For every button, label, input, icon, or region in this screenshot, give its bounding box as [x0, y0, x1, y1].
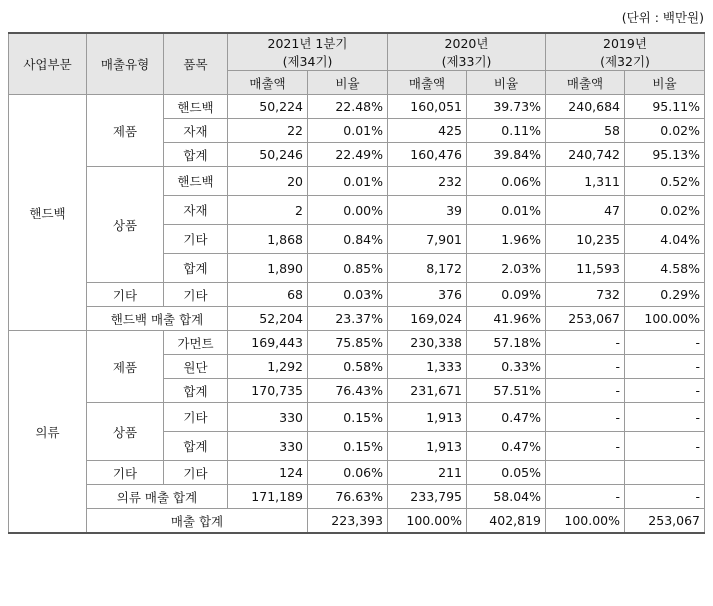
- value-cell: -: [546, 485, 625, 509]
- value-cell: 58.04%: [467, 485, 546, 509]
- value-cell: 47: [546, 196, 625, 225]
- value-cell: 76.43%: [308, 379, 388, 403]
- type-goods: 상품: [87, 403, 164, 461]
- value-cell: 171,189: [228, 485, 308, 509]
- table-row: [9, 331, 705, 355]
- value-cell: 20: [228, 167, 308, 196]
- value-cell: 240,684: [546, 95, 625, 119]
- table-row: [9, 167, 705, 196]
- value-cell: -: [546, 379, 625, 403]
- value-cell: 0.01%: [308, 119, 388, 143]
- value-cell: -: [625, 403, 705, 432]
- handbag-total-label: 핸드백 매출 합계: [87, 307, 228, 331]
- item-cell: 합계: [164, 254, 228, 283]
- value-cell: 0.15%: [308, 403, 388, 432]
- value-cell: 0.01%: [308, 167, 388, 196]
- value-cell: 211: [388, 461, 467, 485]
- grand-total-label: 매출 합계: [87, 509, 308, 534]
- clothing-total-label: 의류 매출 합계: [87, 485, 228, 509]
- header-segment: 사업부문: [9, 33, 87, 95]
- value-cell: 39.73%: [467, 95, 546, 119]
- value-cell: -: [625, 379, 705, 403]
- value-cell: 0.02%: [625, 196, 705, 225]
- value-cell: 253,067: [546, 307, 625, 331]
- value-cell: 0.33%: [467, 355, 546, 379]
- value-cell: -: [546, 432, 625, 461]
- header-ratio: 비율: [625, 71, 705, 95]
- value-cell: 169,024: [388, 307, 467, 331]
- value-cell: -: [546, 403, 625, 432]
- value-cell: 50,224: [228, 95, 308, 119]
- value-cell: 100.00%: [388, 509, 467, 534]
- value-cell: 1.96%: [467, 225, 546, 254]
- item-cell: 원단: [164, 355, 228, 379]
- value-cell: 233,795: [388, 485, 467, 509]
- type-etc: 기타: [87, 461, 164, 485]
- unit-label: (단위 : 백만원): [621, 10, 704, 25]
- value-cell: 330: [228, 403, 308, 432]
- value-cell: 232: [388, 167, 467, 196]
- item-cell: 기타: [164, 283, 228, 307]
- value-cell: 22.49%: [308, 143, 388, 167]
- type-goods: 상품: [87, 167, 164, 283]
- value-cell: 0.09%: [467, 283, 546, 307]
- table-row: [9, 461, 705, 485]
- item-cell: 기타: [164, 403, 228, 432]
- value-cell: 0.02%: [625, 119, 705, 143]
- table-row: [9, 403, 705, 432]
- table-row: [9, 95, 705, 119]
- value-cell: 169,443: [228, 331, 308, 355]
- type-product: 제품: [87, 95, 164, 167]
- value-cell: 0.03%: [308, 283, 388, 307]
- value-cell: 0.01%: [467, 196, 546, 225]
- header-period-3: 2019년 (제32기): [546, 33, 705, 71]
- value-cell: 41.96%: [467, 307, 546, 331]
- value-cell: 23.37%: [308, 307, 388, 331]
- value-cell: 52,204: [228, 307, 308, 331]
- value-cell: -: [625, 485, 705, 509]
- table-row: [9, 307, 705, 331]
- header-sales: 매출액: [388, 71, 467, 95]
- value-cell: 0.00%: [308, 196, 388, 225]
- value-cell: 2: [228, 196, 308, 225]
- value-cell: 95.13%: [625, 143, 705, 167]
- value-cell: 57.18%: [467, 331, 546, 355]
- value-cell: 0.06%: [467, 167, 546, 196]
- value-cell: 170,735: [228, 379, 308, 403]
- table-row: [9, 283, 705, 307]
- item-cell: 가먼트: [164, 331, 228, 355]
- value-cell: 1,292: [228, 355, 308, 379]
- item-cell: 기타: [164, 225, 228, 254]
- value-cell: 230,338: [388, 331, 467, 355]
- item-cell: 핸드백: [164, 167, 228, 196]
- type-product: 제품: [87, 331, 164, 403]
- value-cell: 0.85%: [308, 254, 388, 283]
- item-cell: 핸드백: [164, 95, 228, 119]
- value-cell: 425: [388, 119, 467, 143]
- value-cell: 0.58%: [308, 355, 388, 379]
- value-cell: 124: [228, 461, 308, 485]
- value-cell: 75.85%: [308, 331, 388, 355]
- value-cell: 0.84%: [308, 225, 388, 254]
- value-cell: 1,890: [228, 254, 308, 283]
- value-cell: 22: [228, 119, 308, 143]
- value-cell: 1,913: [388, 432, 467, 461]
- value-cell: 0.47%: [467, 403, 546, 432]
- value-cell: 76.63%: [308, 485, 388, 509]
- value-cell: 10,235: [546, 225, 625, 254]
- header-sales-type: 매출유형: [87, 33, 164, 95]
- value-cell: [625, 461, 705, 485]
- value-cell: 253,067: [625, 509, 705, 534]
- value-cell: 50,246: [228, 143, 308, 167]
- value-cell: 68: [228, 283, 308, 307]
- value-cell: -: [625, 355, 705, 379]
- item-cell: 기타: [164, 461, 228, 485]
- header-period-1: 2021년 1분기 (제34기): [228, 33, 388, 71]
- value-cell: -: [625, 432, 705, 461]
- item-cell: 합계: [164, 143, 228, 167]
- header-ratio: 비율: [308, 71, 388, 95]
- value-cell: 0.29%: [625, 283, 705, 307]
- value-cell: 0.47%: [467, 432, 546, 461]
- value-cell: 160,051: [388, 95, 467, 119]
- value-cell: 4.04%: [625, 225, 705, 254]
- value-cell: 376: [388, 283, 467, 307]
- value-cell: -: [625, 331, 705, 355]
- table-row: [9, 509, 705, 534]
- value-cell: 39: [388, 196, 467, 225]
- value-cell: 732: [546, 283, 625, 307]
- value-cell: 11,593: [546, 254, 625, 283]
- value-cell: 100.00%: [546, 509, 625, 534]
- item-cell: 합계: [164, 379, 228, 403]
- value-cell: 2.03%: [467, 254, 546, 283]
- value-cell: 95.11%: [625, 95, 705, 119]
- table-row: [9, 485, 705, 509]
- value-cell: 330: [228, 432, 308, 461]
- value-cell: 4.58%: [625, 254, 705, 283]
- value-cell: 22.48%: [308, 95, 388, 119]
- item-cell: 자재: [164, 119, 228, 143]
- value-cell: 1,311: [546, 167, 625, 196]
- value-cell: 223,393: [308, 509, 388, 534]
- header-ratio: 비율: [467, 71, 546, 95]
- header-period-2: 2020년 (제33기): [388, 33, 546, 71]
- header-sales: 매출액: [228, 71, 308, 95]
- value-cell: -: [546, 355, 625, 379]
- value-cell: -: [546, 331, 625, 355]
- item-cell: 합계: [164, 432, 228, 461]
- value-cell: [546, 461, 625, 485]
- value-cell: 39.84%: [467, 143, 546, 167]
- value-cell: 8,172: [388, 254, 467, 283]
- value-cell: 100.00%: [625, 307, 705, 331]
- value-cell: 231,671: [388, 379, 467, 403]
- value-cell: 0.15%: [308, 432, 388, 461]
- header-sales: 매출액: [546, 71, 625, 95]
- value-cell: 58: [546, 119, 625, 143]
- value-cell: 0.06%: [308, 461, 388, 485]
- item-cell: 자재: [164, 196, 228, 225]
- value-cell: 1,333: [388, 355, 467, 379]
- value-cell: 240,742: [546, 143, 625, 167]
- segment-clothing: 의류: [9, 331, 87, 534]
- value-cell: 402,819: [467, 509, 546, 534]
- segment-handbag: 핸드백: [9, 95, 87, 331]
- value-cell: 160,476: [388, 143, 467, 167]
- value-cell: 1,913: [388, 403, 467, 432]
- sales-table: [8, 32, 705, 534]
- value-cell: 0.52%: [625, 167, 705, 196]
- value-cell: 7,901: [388, 225, 467, 254]
- value-cell: 1,868: [228, 225, 308, 254]
- type-etc: 기타: [87, 283, 164, 307]
- value-cell: 0.05%: [467, 461, 546, 485]
- value-cell: 57.51%: [467, 379, 546, 403]
- header-item: 품목: [164, 33, 228, 95]
- value-cell: 0.11%: [467, 119, 546, 143]
